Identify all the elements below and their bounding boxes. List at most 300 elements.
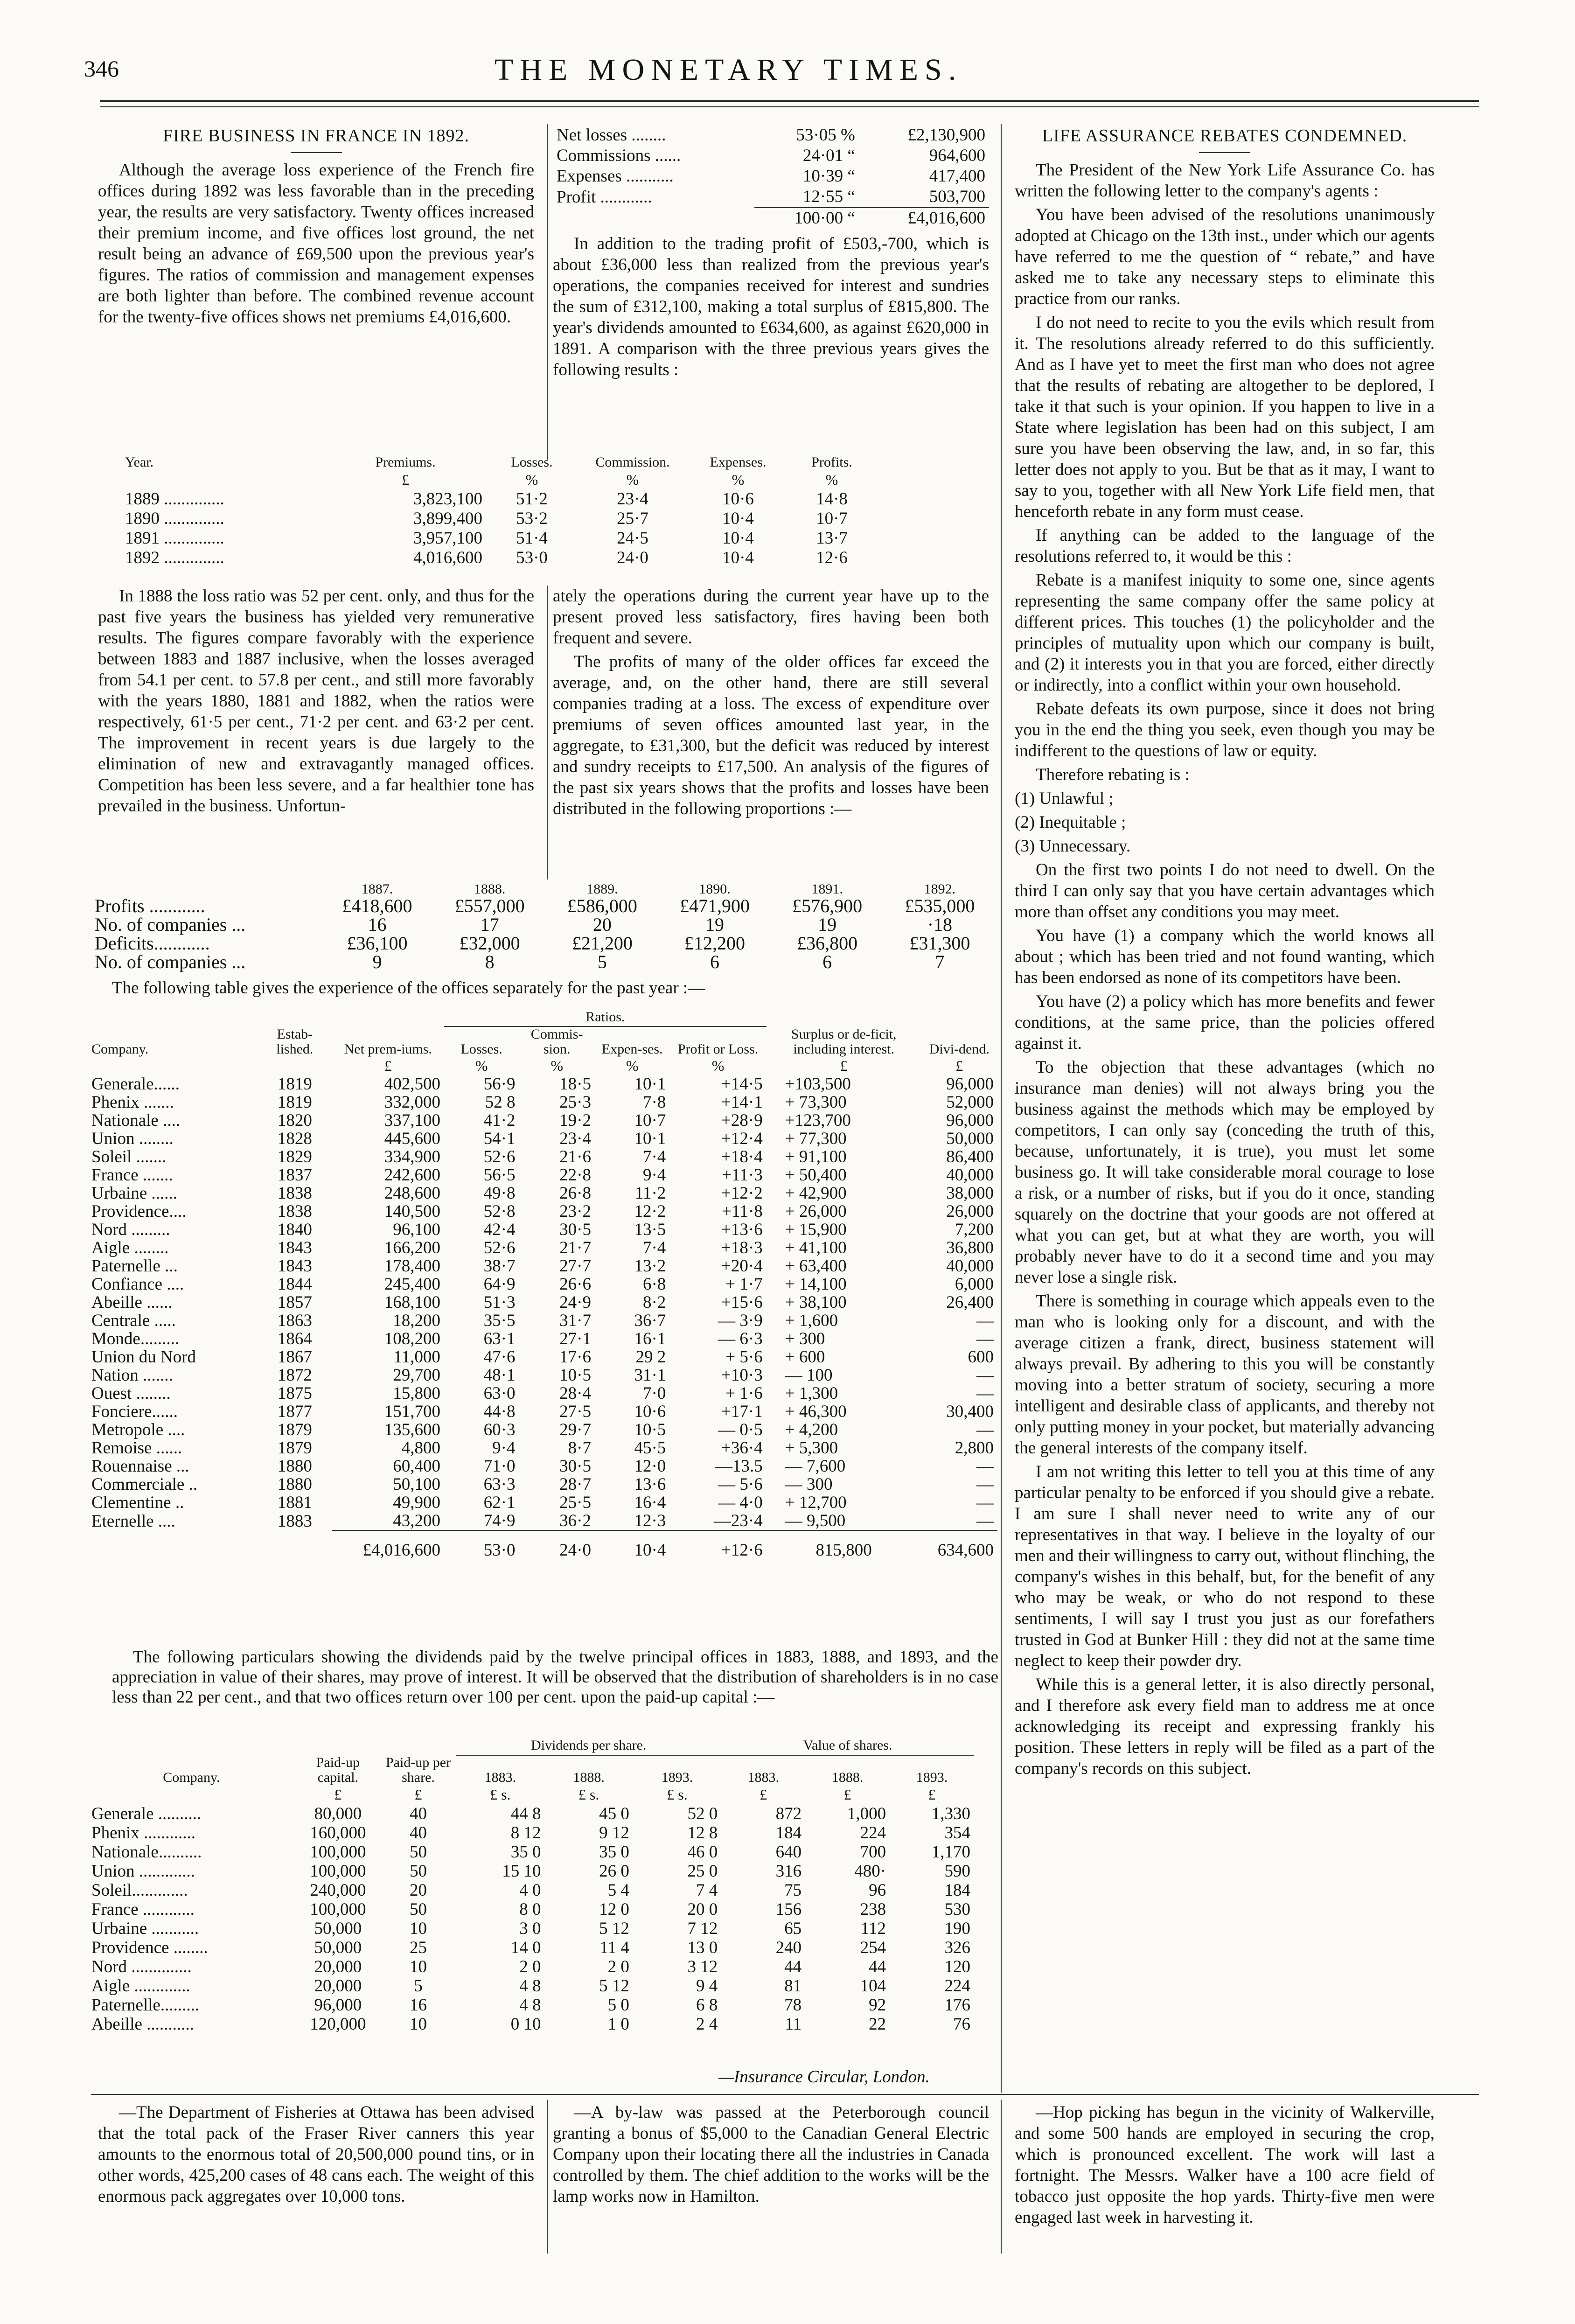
offices-row [88,1475,997,1494]
premiums-unit-row [121,470,875,489]
offices-cell: + 1·6 [725,1384,763,1403]
offices-row [88,1457,997,1475]
life-paragraph: You have (2) a policy which has more benefits and fewer conditions, at the same price, than the policies offered against it. [1015,992,1435,1053]
premiums-cell: 53·0 [516,548,548,567]
offices-row [88,1275,997,1293]
proportions-label: No. of companies ... [95,914,246,935]
revenue-blank [553,208,754,229]
dividends-cell: 52 0 [687,1804,718,1823]
offices-cell: Fonciere...... [91,1402,178,1421]
offices-cell: Aigle ........ [91,1238,169,1257]
trading-profit-paragraph: In addition to the trading profit of £503,-700, which is about £36,000 less than realized from the previous year's operations, the companies received for interest and sundries the sum of £312,100, making a total surplus of £815,800. The year's dividends amounted to £634,600, as against £620,000 in 1891. A comparison with the three previous years gives the following results : [553,234,989,379]
premiums-cell: 14·8 [816,489,848,509]
dividends-header: Paid-up capital. [316,1755,360,1785]
dividends-cell: 44 [869,1957,886,1976]
offices-cell: Union du Nord [91,1347,196,1367]
dividends-cell: 184 [775,1823,802,1842]
offices-cell: 62·1 [483,1493,516,1512]
offices-cell: 2,800 [955,1438,994,1458]
dividends-cell: 5 12 [599,1919,629,1938]
dividends-row [88,1996,974,2015]
offices-cell: 52·6 [483,1238,516,1257]
dividends-cell: 11 [785,2015,802,2034]
fisheries-item [98,2102,534,2210]
offices-cell: 242,600 [384,1165,440,1185]
dividends-intro [112,1647,998,1710]
offices-cell: 51·3 [483,1293,516,1312]
offices-cell: 4,800 [401,1438,440,1458]
fire-revenue-section [553,125,989,383]
offices-cell: 52·8 [483,1202,516,1221]
dividends-cell: 35 0 [599,1842,629,1862]
dividends-row [88,1862,974,1881]
offices-cell: — [976,1511,994,1530]
column-divider [547,124,548,460]
offices-cell: 24·9 [559,1293,591,1312]
dividends-cell: 240 [775,1938,802,1957]
dividends-cell: 11 4 [599,1938,629,1957]
proportions-label: Deficits............ [95,933,210,954]
dividends-cell: 9 12 [599,1823,629,1842]
offices-cell: 29·7 [559,1420,591,1439]
offices-cell: Remoise ...... [91,1438,182,1458]
proportions-row [91,915,996,934]
life-paragraph: I am not writing this letter to tell you at this time of any particular penalty to be enforced if you should give a rebate. I am sure I shall never need to write any of our representatives in that way. I believe in the loyalty of our men and their willingness to carry out, without flinching, the company's wishes in this behalf, but, for the benefit of any who may be weak, or who do not respond to these sentiments, I will say I trust you just as our forefathers trusted in God at Bunker Hill : they did not at the same time neglect to keep their powder dry. [1015,1462,1435,1670]
offices-cell: + 15,900 [785,1220,847,1239]
dividends-group-row [88,1736,974,1755]
revenue-label: Expenses ........... [557,167,674,186]
dividends-cell: 10 [410,1919,427,1938]
dividends-group-label: Dividends per share. [456,1736,721,1755]
hop-picking-text: —Hop picking has begun in the vicinity of Walkerville, and some 500 hands are employed in securing the crop, which is pronounced excellent. The work will last a fortnight. The Messrs. Walker have a 100 acre field of tobacco just opposite the hop yards. Thirty-five men were engaged last week in harvesting it. [1015,2103,1435,2227]
dividends-cell: 3 0 [519,1919,541,1938]
dividends-cell: 15 10 [502,1862,541,1881]
offices-cell: 9·4 [642,1165,666,1185]
dividends-cell: Nationale.......... [91,1842,202,1862]
proportions-year: 1889. [586,881,618,897]
dividends-cell: 190 [944,1919,970,1938]
offices-row [88,1257,997,1275]
offices-cell: 38,000 [946,1184,994,1203]
offices-cell: + 41,100 [785,1238,847,1257]
offices-unit: % [551,1057,564,1074]
offices-cell: 332,000 [384,1093,440,1112]
revenue-percent: 12·55 “ [802,187,855,206]
revenue-total-percent: 100·00 “ [754,208,859,229]
rebating-list [1015,788,1435,857]
offices-cell: 18,200 [393,1311,440,1330]
proportions-value: £36,100 [347,933,408,954]
offices-row [88,1403,997,1421]
offices-cell: Urbaine ...... [91,1184,177,1203]
revenue-total-row [553,208,989,229]
offices-cell: +14·5 [721,1075,763,1094]
dividends-blank [381,1736,456,1755]
loss-ratio-paragraph-left [98,586,534,819]
revenue-amount: £2,130,900 [907,126,985,145]
dividends-cell: 326 [944,1938,970,1957]
dividends-row [88,1919,974,1938]
dividends-cell: 3 12 [687,1957,718,1976]
dividends-cell: Abeille ........... [91,2015,194,2034]
offices-cell: 16·4 [634,1493,666,1512]
dividends-cell: 590 [944,1862,970,1881]
column-divider [1001,124,1002,2093]
dividends-cell: 2 0 [519,1957,541,1976]
offices-total [258,1530,332,1559]
dividends-cell: 184 [944,1881,970,1900]
offices-cell: — 9,500 [785,1511,846,1530]
premiums-row [121,529,875,548]
revenue-label: Profit ............ [557,187,652,207]
offices-cell: +14·1 [721,1093,763,1112]
offices-cell: 10·6 [634,1402,666,1421]
offices-cell: + 4,200 [785,1420,838,1439]
offices-cell: Phenix ....... [91,1093,174,1112]
offices-cell: 1837 [277,1165,312,1185]
dividends-row [88,1957,974,1976]
offices-cell: 178,400 [384,1256,440,1276]
fire-intro-paragraph: Although the average loss experience of the French fire offices during 1892 was less favorable than in the preceding year, the results are very satisfactory. Twenty offices increased their premium income, and five offices lost ground, the net result being an advance of £69,500 upon the previous year's figures. The ratios of commission and management expenses are both lighter than before. The combined revenue account for the twenty-five offices shows net premiums £4,016,600. [98,161,534,327]
offices-cell: 63·1 [483,1329,516,1348]
offices-unit: % [711,1057,725,1074]
revenue-total-amount: £4,016,600 [859,208,989,229]
dividends-cell: 0 10 [510,2015,541,2034]
offices-cell: 21·7 [559,1238,591,1257]
offices-cell: 47·6 [483,1347,516,1367]
offices-cell: 1877 [277,1402,312,1421]
offices-cell: 26,000 [946,1202,994,1221]
offices-row [88,1366,997,1384]
life-paragraph: There is something in courage which appeals even to the man who is looking only for a discount, and with the average citizen a frank, direct, business statement will always prevail. By adhering to this you will be constantly moving into a better stratum of society, securing a more intelligent and desirable class of applicants, and thereby not only putting money in your pocket, but materially advancing the general interests of the company itself. [1015,1291,1435,1458]
offices-cell: 96,000 [946,1075,994,1094]
dividends-header: 1893. [916,1770,948,1785]
offices-cell: 23·2 [559,1202,591,1221]
offices-cell: 334,900 [384,1147,440,1166]
dividends-unit: £ s. [578,1786,599,1803]
premiums-unit: % [825,471,838,488]
offices-cell: 60,400 [393,1457,440,1476]
offices-cell: 1838 [277,1202,312,1221]
offices-cell: 45·5 [634,1438,666,1458]
dividends-cell: 20 [410,1881,427,1900]
dividends-cell: 4 0 [519,1881,541,1900]
offices-blank [767,1008,921,1026]
offices-cell: 1843 [277,1256,312,1276]
offices-cell: +18·3 [721,1238,763,1257]
offices-cell: 48·1 [483,1366,516,1385]
proportions-value: £36,800 [797,933,858,954]
premiums-cell: 12·6 [816,548,848,567]
premiums-cell: 10·6 [722,489,754,509]
offices-cell: 27·7 [559,1256,591,1276]
offices-cell: 10·5 [634,1420,666,1439]
dividends-cell: 45 0 [599,1804,629,1823]
premiums-cell: 3,899,400 [413,509,482,528]
offices-cell: — 6·3 [718,1329,763,1348]
revenue-row [553,146,989,166]
offices-cell: 35·5 [483,1311,516,1330]
premiums-cell: 10·7 [816,509,848,528]
offices-cell: + 300 [785,1329,825,1348]
offices-cell: 52,000 [946,1093,994,1112]
offices-cell: 26·8 [559,1184,591,1203]
offices-cell: 42·4 [483,1220,516,1239]
offices-cell: + 1,300 [785,1384,838,1403]
offices-blank [921,1008,997,1026]
proportions-row [91,897,996,915]
dividends-cell: 2 0 [607,1957,629,1976]
premiums-cell: 24·5 [617,529,648,548]
offices-cell: — [976,1384,994,1403]
premiums-row [121,489,875,509]
offices-cell: 337,100 [384,1111,440,1130]
offices-cell: 11·2 [634,1184,666,1203]
offices-cell: Paternelle ... [91,1256,178,1276]
offices-cell: Monde......... [91,1329,180,1348]
offices-row [88,1384,997,1403]
offices-cell: + 77,300 [785,1129,847,1148]
masthead-title: THE MONETARY TIMES. [495,53,963,87]
offices-cell: 27·5 [559,1402,591,1421]
offices-cell: 108,200 [384,1329,440,1348]
offices-unit: £ [384,1057,392,1074]
revenue-percent: 24·01 “ [802,146,855,165]
offices-cell: + 26,000 [785,1202,847,1221]
offices-cell: 22·8 [559,1165,591,1185]
dividends-unit: £ [414,1786,422,1803]
offices-cell: 1879 [277,1420,312,1439]
life-article-title: LIFE ASSURANCE REBATES CONDEMNED. [1042,126,1408,146]
dividends-cell: 5 4 [607,1881,629,1900]
premiums-header: Premiums. [375,454,436,470]
offices-cell: — [976,1457,994,1476]
proportions-row [91,934,996,953]
proportions-table [91,882,996,971]
offices-cell: 7,200 [955,1220,994,1239]
offices-cell: 1819 [277,1075,312,1094]
dividends-cell: Paternelle......... [91,1996,200,2015]
dividends-cell: 50 [410,1900,427,1919]
offices-cell: Ouest ........ [91,1384,171,1403]
dividends-cell: 50,000 [314,1919,362,1938]
offices-cell: 36·7 [634,1311,666,1330]
offices-cell: 6,000 [955,1275,994,1294]
dividends-unit: £ s. [490,1786,511,1803]
offices-row [88,1221,997,1239]
offices-header: Profit or Loss. [677,1041,759,1057]
premiums-header: Profits. [811,454,852,470]
source-credit: —Insurance Circular, London. [718,2067,930,2087]
dividends-cell: Phenix ............ [91,1823,196,1842]
dividends-cell: 20,000 [314,1976,362,1996]
premiums-header: Commission. [595,454,670,470]
offices-cell: 8·7 [568,1438,591,1458]
dividends-table [88,1736,974,2034]
offices-cell: 166,200 [384,1238,440,1257]
dividends-unit: £ [760,1786,767,1803]
offices-cell: 17·6 [559,1347,591,1367]
offices-cell: — 7,600 [785,1457,846,1476]
dividends-cell: 224 [944,1976,970,1996]
offices-cell: 248,600 [384,1184,440,1203]
offices-cell: + 1,600 [785,1311,838,1330]
offices-cell: 30·5 [559,1457,591,1476]
offices-cell: 28·4 [559,1384,591,1403]
dividends-cell: 100,000 [310,1862,366,1881]
revenue-amount: 417,400 [929,167,985,186]
offices-header: Net prem-iums. [344,1041,432,1057]
offices-cell: 1840 [277,1220,312,1239]
life-paragraph: You have been advised of the resolutions unanimously adopted at Chicago on the 13th inst., under which our agents have referred to me the question of “ rebate,” and have asked me to take any necessary steps to eliminate this practice from our ranks. [1015,205,1435,308]
dividends-cell: 20 0 [687,1900,718,1919]
premiums-cell: 25·7 [617,509,648,528]
loss-ratio-text: In 1888 the loss ratio was 52 per cent. only, and thus for the past five years the business has yielded very remunerative results. The figures compare favorably with the experience between 1883 and 1887 inclusive, when the losses averaged from 54.1 per cent. to 57.8 per cent., and still more favorably with the years 1880, 1881 and 1882, when the ratios were respectively, 61·5 per cent., 71·2 per cent. and 63·2 per cent. The improvement in recent years is due largely to the elimination of new and extravagantly managed offices. Competition has been less severe, and a far healthier tone has prevailed in the business. Unfortun- [98,586,534,816]
offices-row [88,1439,997,1457]
offices-cell: +15·6 [721,1293,763,1312]
offices-cell: 43,200 [393,1511,440,1530]
offices-cell: Metropole .... [91,1420,185,1439]
offices-cell: Confiance .... [91,1275,184,1294]
dividends-cell: 254 [860,1938,886,1957]
dividends-cell: 7 4 [696,1881,718,1900]
offices-cell: — [976,1329,994,1348]
offices-row [88,1075,997,1093]
loss-ratio-continued: ately the operations during the current year have up to the present proved less satisfactory, fires having been both frequent and severe. [553,586,989,648]
premiums-unit: % [525,471,538,488]
dividends-row [88,1900,974,1919]
offices-total [88,1530,258,1559]
offices-cell: — 3·9 [718,1311,763,1330]
offices-header: Divi-dend. [929,1041,990,1057]
offices-cell: 25·5 [559,1493,591,1512]
dividends-cell: 1 0 [607,2015,629,2034]
offices-cell: Rouennaise ... [91,1457,189,1476]
offices-row [88,1494,997,1512]
proportions-value: £586,000 [567,895,637,916]
proportions-value: 9 [372,951,382,972]
dividends-cell: 25 0 [687,1862,718,1881]
offices-cell: 36,800 [946,1238,994,1257]
peterborough-item [553,2102,989,2210]
offices-blank [258,1008,332,1026]
offices-unit: £ [840,1057,848,1074]
life-paragraph: Rebate is a manifest iniquity to some one, since agents representing the same company offer the same policy at different prices. This touches (1) the policyholder and the principles of mutuality upon which our company is built, and (2) it interests you in that you are forced, either directly or indirectly, into a conflict within your own household. [1015,571,1435,695]
offices-cell: — 0·5 [718,1420,763,1439]
revenue-percent: 10·39 “ [802,167,855,186]
offices-cell: 56·5 [483,1165,516,1185]
proportions-value: £31,300 [909,933,970,954]
dividends-cell: 1,000 [847,1804,886,1823]
premiums-cell: 13·7 [816,529,848,548]
dividends-cell: 50 [410,1862,427,1881]
revenue-row [553,166,989,187]
dividends-cell: France ............ [91,1900,195,1919]
premiums-cell: 1890 .............. [125,509,224,528]
dividends-cell: 8 12 [510,1823,541,1842]
offices-unit: % [475,1057,488,1074]
offices-unit [258,1057,332,1075]
dividends-cell: 44 [784,1957,802,1976]
revenue-table [553,125,989,229]
dividends-cell: Union ............. [91,1862,195,1881]
dividends-cell: 112 [860,1919,886,1938]
offices-intro [112,977,998,1001]
proportions-year: 1890. [699,881,731,897]
offices-cell: 445,600 [384,1129,440,1148]
dividends-cell: 92 [869,1996,886,2015]
offices-cell: 19·2 [559,1111,591,1130]
offices-cell: Commerciale .. [91,1475,198,1494]
offices-cell: +13·6 [721,1220,763,1239]
dividends-cell: 14 0 [510,1938,541,1957]
offices-cell: Clementine .. [91,1493,184,1512]
revenue-label: Net losses ........ [557,126,666,145]
offices-cell: + 1·7 [725,1275,763,1294]
offices-cell: 1857 [277,1293,312,1312]
offices-cell: Generale...... [91,1075,180,1094]
offices-cell: 31·7 [559,1311,591,1330]
dividends-cell: Urbaine ........... [91,1919,199,1938]
revenue-amount: 503,700 [929,187,985,206]
profits-analysis-paragraph: The profits of many of the older offices far exceed the average, and, on the other hand, there are still several companies trading at a loss. The excess of expenditure over premiums of seven offices amounted last year, in the aggregate, to £31,300, but the deficit was reduced by interest and sundry receipts to £17,500. An analysis of the figures of the past six years shows that the profits and losses have been distributed in the following proportions :— [553,652,989,818]
premiums-cell: 4,016,600 [413,548,482,567]
premiums-unit [121,470,325,489]
proportions-year: 1892. [924,881,956,897]
offices-cell: 11,000 [393,1347,440,1367]
offices-cell: 13·6 [634,1475,666,1494]
premiums-row [121,509,875,529]
offices-cell: 26·6 [559,1275,591,1294]
dividends-cell: 81 [784,1976,802,1996]
dividends-unit: £ s. [667,1786,688,1803]
dividends-cell: 100,000 [310,1842,366,1862]
offices-cell: 29 2 [635,1347,666,1367]
dividends-cell: Soleil............. [91,1881,188,1900]
offices-blank [332,1008,444,1026]
offices-row [88,1512,997,1530]
dividends-row [88,1881,974,1900]
dividends-header-row [88,1755,974,1785]
dividends-cell: 40 [410,1804,427,1823]
offices-cell: 29,700 [393,1366,440,1385]
premiums-unit: % [626,471,639,488]
offices-cell: +11·3 [722,1165,763,1185]
dividends-cell: 96,000 [314,1996,362,2015]
offices-cell: 10·7 [634,1111,666,1130]
dividends-cell: 76 [953,2015,970,2034]
offices-blank [88,1008,258,1026]
proportions-value: ·18 [927,914,953,935]
proportions-value: £21,200 [571,933,633,954]
offices-cell: 10·1 [634,1075,666,1094]
premiums-cell: 1892 .............. [125,548,224,567]
fire-article-intro [98,125,534,330]
proportions-value: 17 [480,914,499,935]
offices-cell: 36·2 [559,1511,591,1530]
offices-total: +12·6 [669,1530,766,1559]
offices-row [88,1166,997,1184]
dividends-cell: 104 [860,1976,886,1996]
life-paragraph: The President of the New York Life Assurance Co. has written the following letter to the company's agents : [1015,161,1435,201]
proportions-value: £576,900 [792,895,863,916]
dividends-cell: 9 4 [696,1976,718,1996]
premiums-cell: 10·4 [722,529,754,548]
dividends-cell: 22 [869,2015,886,2034]
rebating-list-item: (3) Unnecessary. [1015,837,1131,856]
offices-cell: 52 8 [485,1093,516,1112]
life-assurance-article [1015,125,1435,1782]
